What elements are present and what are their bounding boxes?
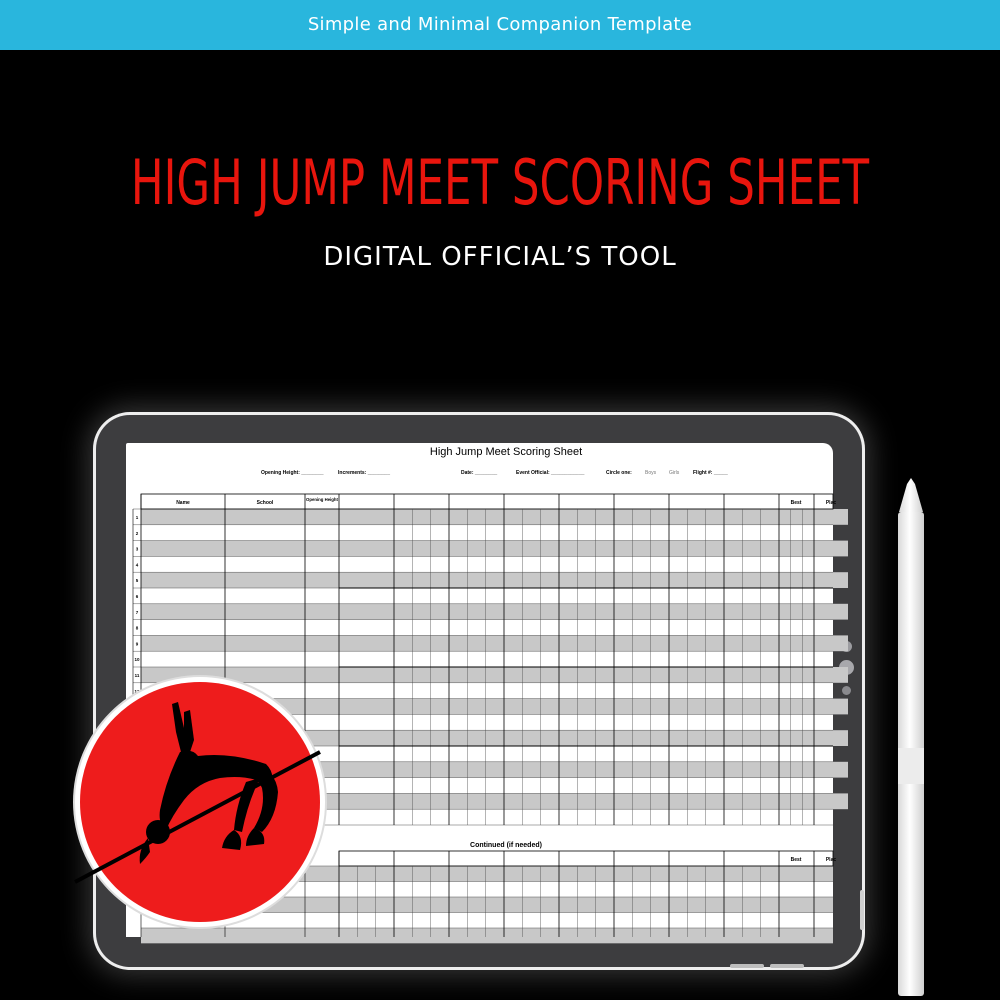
continued-header-row (339, 851, 833, 866)
table-row-shade (141, 572, 848, 588)
col-header-school: School (256, 500, 274, 506)
tablet-sensor (842, 686, 851, 695)
high-jumper-silhouette-icon (80, 682, 320, 922)
girls-option[interactable]: Girls (669, 470, 680, 476)
date-field[interactable]: Date: ________ (461, 470, 498, 476)
col-header-name: Name (176, 500, 190, 506)
row-number: 9 (135, 641, 139, 647)
row-number: 10 (134, 657, 140, 663)
page-title: HIGH JUMP MEET SCORING SHEET (130, 146, 870, 219)
table-row-shade (141, 604, 848, 620)
tablet-bottom-button-2 (770, 964, 804, 968)
high-jumper-badge (80, 682, 320, 922)
row-number: 11 (134, 673, 140, 678)
flight-field[interactable]: Flight #: _____ (693, 470, 728, 476)
cont-header-best: Best (790, 857, 802, 863)
sheet-title: High Jump Meet Scoring Sheet (429, 446, 583, 458)
row-number: 5 (135, 578, 139, 584)
col-header-place: Plac (825, 500, 837, 506)
stylus-pencil-icon (893, 478, 929, 996)
boys-option[interactable]: Boys (645, 470, 657, 476)
row-number: 3 (135, 546, 139, 552)
top-banner (0, 0, 1000, 50)
table-row-shade (141, 667, 848, 683)
event-official-field[interactable]: Event Official: ____________ (516, 470, 585, 476)
col-header-opening-height: Opening Height (306, 497, 338, 502)
tablet-side-button (860, 890, 864, 930)
table-row-shade (141, 928, 339, 944)
circle-one-label: Circle one: (606, 470, 632, 476)
row-number: 2 (135, 530, 139, 536)
table-row-shade (141, 635, 848, 651)
row-number: 6 (135, 594, 139, 599)
table-row-shade (339, 928, 833, 944)
page-subtitle: DIGITAL OFFICIAL’S TOOL (323, 242, 677, 272)
header-row (141, 494, 833, 509)
row-number: 7 (135, 609, 139, 615)
increments-field[interactable]: Increments: ________ (338, 470, 390, 476)
cont-header-place: Plac (825, 857, 837, 863)
table-row-shade (141, 509, 848, 525)
tablet-bottom-button-1 (730, 964, 764, 968)
row-number: 4 (135, 562, 139, 568)
continued-label: Continued (if needed) (470, 842, 542, 849)
table-row-shade (339, 866, 833, 882)
table-row-shade (141, 541, 848, 557)
table-row-shade (339, 897, 833, 913)
row-number: 12 (134, 688, 140, 694)
opening-height-field[interactable]: Opening Height: ________ (261, 470, 324, 476)
col-header-best: Best (790, 500, 802, 506)
row-number: 8 (135, 625, 139, 631)
banner-text: Simple and Minimal Companion Template (307, 14, 693, 35)
row-number: 1 (135, 515, 139, 520)
